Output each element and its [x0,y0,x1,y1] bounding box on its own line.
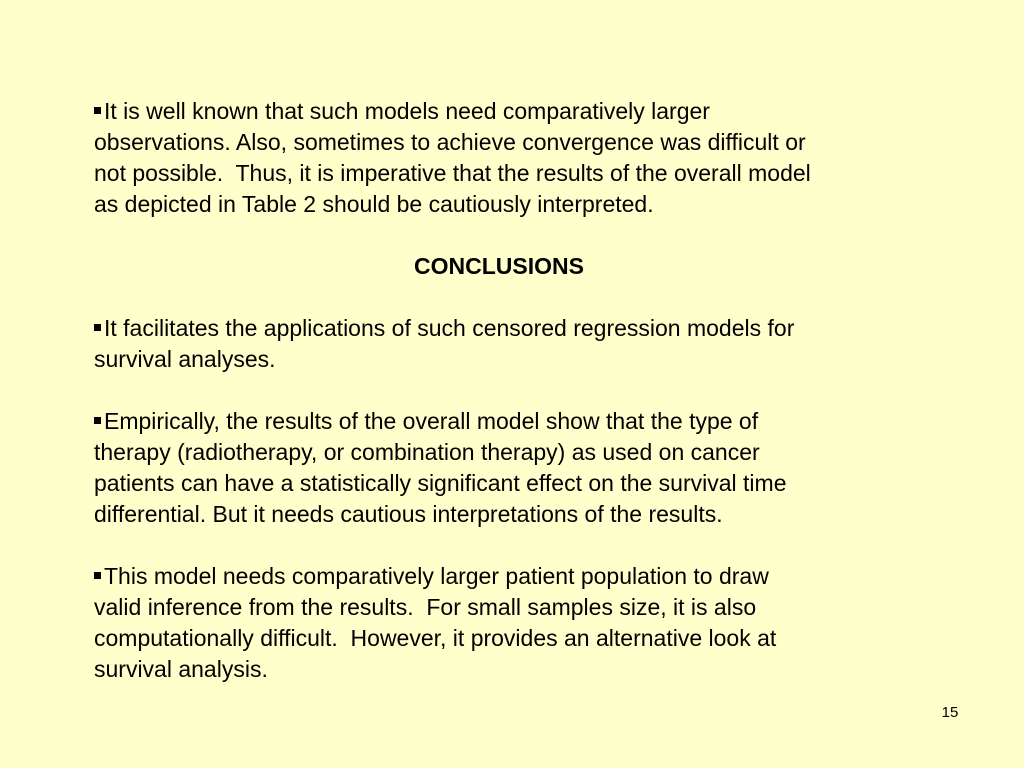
text-line: computationally difficult. However, it provides an alternative look at [94,625,777,651]
conclusions-heading: CONCLUSIONS [414,253,584,279]
text-line: Empirically, the results of the overall model show that the type of [104,408,759,434]
conclusion-bullet-paragraph [94,561,904,685]
text-line: not possible. Thus, it is imperative that the results of the overall model [94,160,811,186]
page-number: 15 [941,704,959,721]
text-line: differential. But it needs cautious interpretations of the results. [94,501,723,527]
text-line: It facilitates the applications of such censored regression models for [104,315,795,341]
text-line: observations. Also, sometimes to achieve convergence was difficult or [94,129,806,155]
text-line: This model needs comparatively larger patient population to draw [104,563,769,589]
square-bullet-icon [94,324,101,331]
square-bullet-icon [94,107,101,114]
slide-content [94,96,904,685]
text-line: therapy (radiotherapy, or combination therapy) as used on cancer [94,439,760,465]
intro-bullet-paragraph [94,96,904,220]
text-line: as depicted in Table 2 should be cautiously interpreted. [94,191,654,217]
text-line: It is well known that such models need comparatively larger [104,98,710,124]
conclusion-bullet-paragraph [94,313,904,375]
text-line: valid inference from the results. For small samples size, it is also [94,594,757,620]
text-line: survival analyses. [94,346,276,372]
conclusion-bullet-paragraph [94,406,904,530]
text-line: patients can have a statistically significant effect on the survival time [94,470,787,496]
text-line: survival analysis. [94,656,268,682]
square-bullet-icon [94,572,101,579]
square-bullet-icon [94,417,101,424]
